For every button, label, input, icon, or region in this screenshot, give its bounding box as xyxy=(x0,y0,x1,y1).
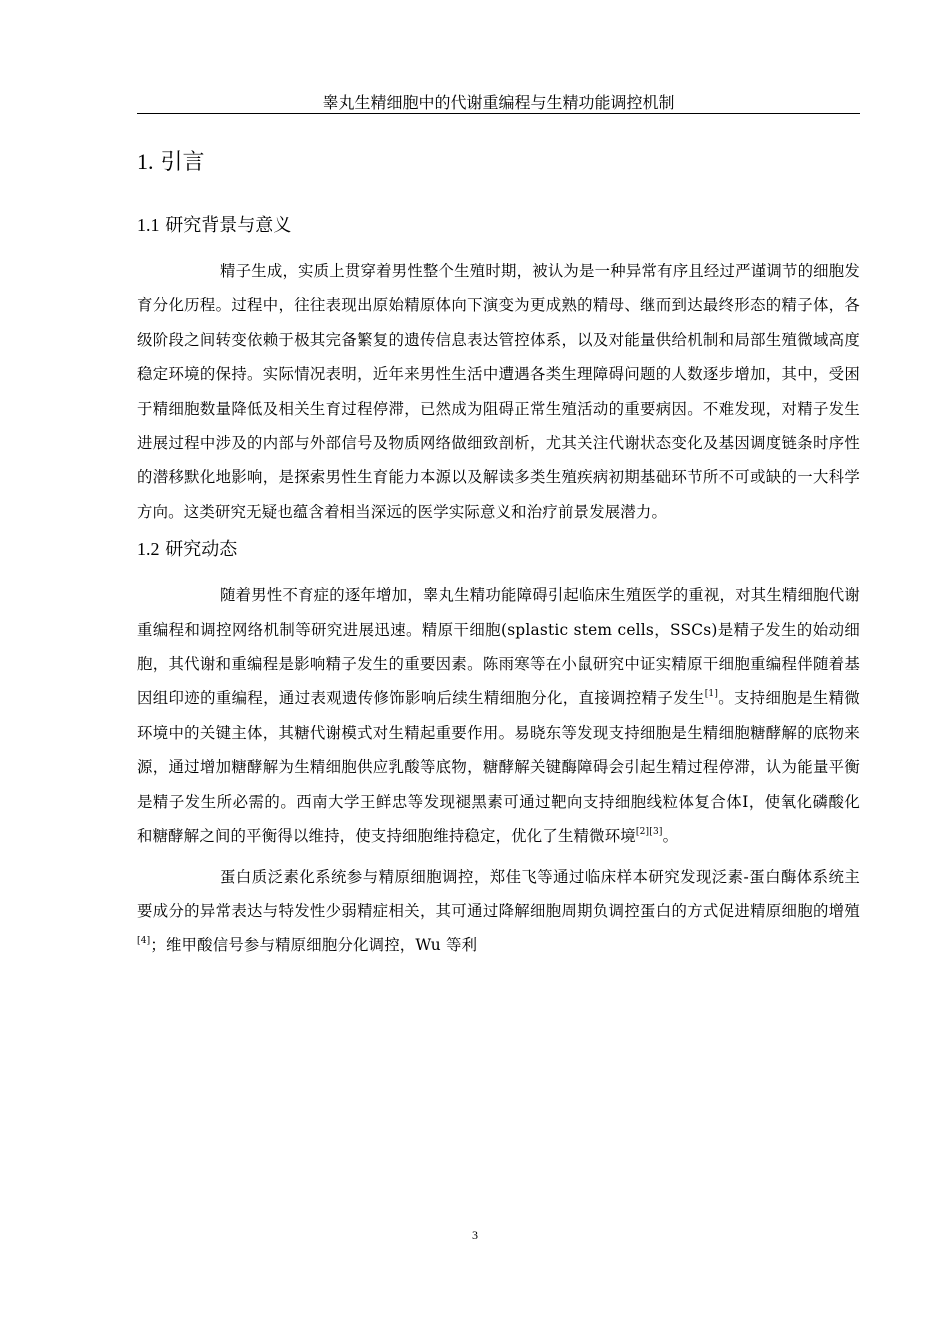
section-number: 1.1 xyxy=(137,215,160,235)
paragraph-text: ；维甲酸信号参与精原细胞分化调控，Wu 等利 xyxy=(150,936,478,955)
section-title: 研究动态 xyxy=(165,539,238,561)
paragraph-background: 精子生成，实质上贯穿着男性整个生殖时期，被认为是一种异常有序且经过严谨调节的细胞发育分化历程。过程中，往往表现出原始精原体向下演变为更成熟的精母、继而到达最终形态的精子体，各级阶段之间转变依赖于极其完备繁复的遗传信息表达管控体系，以及对能量供给机制和局部生殖微域高度稳定环境的保持。实际情况表明，近年来男性生活中遭遇各类生理障碍问题的人数逐步增加，其中，受困于精细胞数量降低及相关生育过程停滞，已然成为阻碍正常生殖活动的重要病因。不难发现，对精子发生进展过程中涉及的内部与外部信号及物质网络做细致剖析，尤其关注代谢状态变化及基因调度链条时序性的潜移默化地影响，是探索男性生育能力本源以及解读多类生殖疾病初期基础环节所不可或缺的一大科学方向。这类研究无疑也蕴含着相当深远的医学实际意义和治疗前景发展潜力。 xyxy=(137,262,860,521)
paragraph-text: 。支持细胞是生精微环境中的关键主体，其糖代谢模式对生精起重要作用。易晓东等发现支持细胞是生精细胞糖酵解的底物来源，通过增加糖酵解为生精细胞供应乳酸等底物，糖酵解关键酶障碍会引起生精过程停滞，认为能量平衡是精子发生所必需的。西南大学王鲜忠等发现褪黑素可通过靶向支持细胞线粒体复合体Ⅰ，使氧化磷酸化和糖酵解之间的平衡得以维持，使支持细胞维持稳定，优化了生精微环境 xyxy=(137,689,860,846)
page-content xyxy=(137,145,860,969)
section-title: 研究背景与意义 xyxy=(165,215,292,236)
paragraph-research-progress-1 xyxy=(137,578,860,853)
section-heading-background xyxy=(137,211,860,240)
citation-ref: [1] xyxy=(704,689,719,700)
section-heading-research-progress xyxy=(137,535,860,564)
running-header: 睾丸生精细胞中的代谢重编程与生精功能调控机制 xyxy=(322,93,675,112)
chapter-number: 1. xyxy=(137,149,154,174)
paragraph-text: 。 xyxy=(662,827,679,846)
chapter-title: 引言 xyxy=(160,150,205,175)
paragraph-text: 随着男性不育症的逐年增加，睾丸生精功能障碍引起临床生殖医学的重视，对其生精细胞代谢重编程和调控网络机制等研究进展迅速。精原干细胞(splastic stem cells，SSCs)是精子发生的始动细胞，其代谢和重编程是影响精子发生的重要因素。陈雨寒等在小鼠研究中证实精原干细胞重编程伴随着基因组印迹的重编程，通过表观遗传修饰影响后续生精细胞分化，直接调控精子发生 xyxy=(137,586,860,708)
chapter-heading xyxy=(137,145,860,180)
page-number: 3 xyxy=(472,1228,478,1242)
citation-ref: [2][3] xyxy=(635,826,663,837)
paragraph-research-progress-2 xyxy=(137,860,860,963)
section-number: 1.2 xyxy=(137,539,160,560)
citation-ref: [4] xyxy=(137,936,151,947)
paragraph-text: 蛋白质泛素化系统参与精原细胞调控，郑佳飞等通过临床样本研究发现泛素-蛋白酶体系统主要成分的异常表达与特发性少弱精症相关，其可通过降解细胞周期负调控蛋白的方式促进精原细胞的增殖 xyxy=(137,867,860,920)
header-divider xyxy=(137,113,860,114)
